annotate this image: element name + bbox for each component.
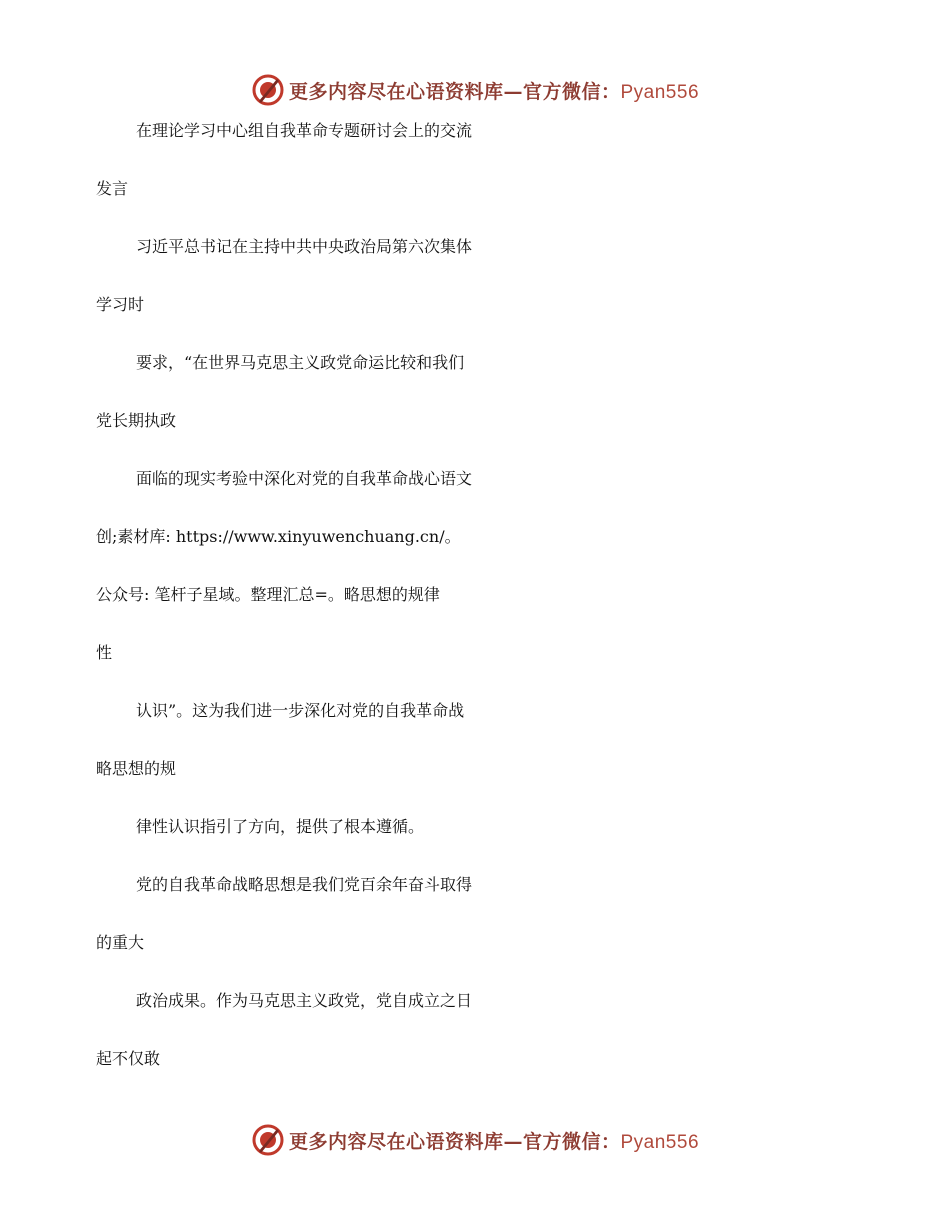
text-line: 政治成果。作为马克思主义政党，党自成立之日 <box>136 991 473 1010</box>
text-line: 习近平总书记在主持中共中央政治局第六次集体 <box>136 237 473 256</box>
text-line: 创;素材库: https://www.xinyuwenchuang.cn/。 <box>96 527 461 546</box>
text-line: 略思想的规 <box>96 759 177 778</box>
text-line: 要求，“在世界马克思主义政党命运比较和我们 <box>136 353 465 372</box>
text-line: 认识”。这为我们进一步深化对党的自我革命战 <box>136 701 465 720</box>
footer-watermark <box>0 1120 950 1160</box>
text-line: 律性认识指引了方向，提供了根本遵循。 <box>136 817 425 836</box>
text-line: 党的自我革命战略思想是我们党百余年奋斗取得 <box>136 875 473 894</box>
text-line: 公众号: 笔杆子星域。整理汇总=。略思想的规律 <box>96 585 440 604</box>
text-line: 的重大 <box>96 933 145 952</box>
body-text <box>96 118 856 1104</box>
watermark-text: 更多内容尽在心语资料库—官方微信：Pyan556 <box>288 80 700 103</box>
text-line: 发言 <box>96 179 129 198</box>
text-line: 在理论学习中心组自我革命专题研讨会上的交流 <box>136 121 473 140</box>
watermark-text: 更多内容尽在心语资料库—官方微信：Pyan556 <box>288 1130 700 1153</box>
text-line: 学习时 <box>96 295 145 314</box>
text-line: 党长期执政 <box>96 411 177 430</box>
quill-logo-icon <box>251 1123 285 1157</box>
text-line: 起不仅敢 <box>96 1049 161 1068</box>
text-line: 面临的现实考验中深化对党的自我革命战心语文 <box>136 469 473 488</box>
quill-logo-icon <box>251 73 285 107</box>
text-line: 性 <box>96 643 113 662</box>
header-watermark <box>0 70 950 110</box>
